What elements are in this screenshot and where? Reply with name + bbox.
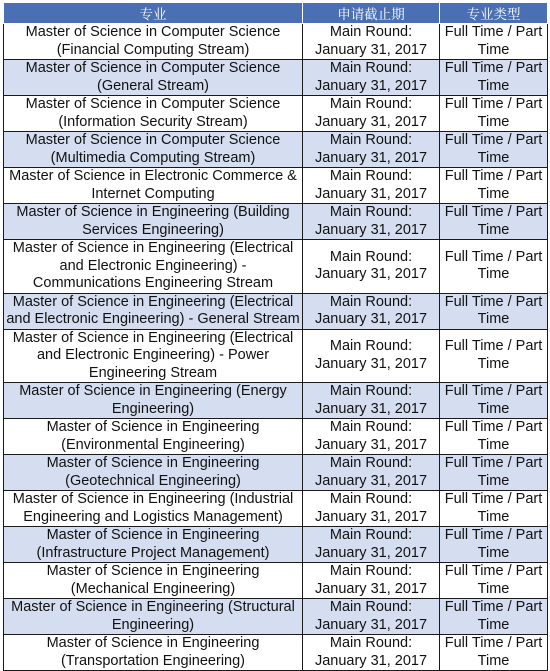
- deadline-cell: Main Round: January 31, 2017: [303, 563, 440, 599]
- table-row: [4, 168, 548, 204]
- program-cell: Master of Science in Engineering (Energy Engineering): [4, 383, 303, 419]
- table-row: [4, 204, 548, 240]
- type-cell: Full Time / Part Time: [440, 455, 548, 491]
- type-cell: Full Time / Part Time: [440, 329, 548, 383]
- type-cell: Full Time / Part Time: [440, 383, 548, 419]
- table-row: [4, 24, 548, 60]
- deadline-cell: Main Round: January 31, 2017: [303, 383, 440, 419]
- program-cell: Master of Science in Engineering (Geotechnical Engineering): [4, 455, 303, 491]
- table-row: [4, 96, 548, 132]
- table-row: [4, 527, 548, 563]
- deadline-cell: Main Round: January 31, 2017: [303, 419, 440, 455]
- table-row: [4, 383, 548, 419]
- deadline-cell: Main Round: January 31, 2017: [303, 168, 440, 204]
- program-cell: Master of Science in Engineering (Electrical and Electronic Engineering) - General Stream: [4, 293, 303, 329]
- table-body: [4, 24, 548, 671]
- table-header-row: [4, 3, 548, 24]
- program-cell: Master of Science in Engineering (Industrial Engineering and Logistics Management): [4, 491, 303, 527]
- program-cell: Master of Science in Computer Science (Financial Computing Stream): [4, 24, 303, 60]
- deadline-cell: Main Round: January 31, 2017: [303, 527, 440, 563]
- deadline-cell: Main Round: January 31, 2017: [303, 240, 440, 294]
- type-cell: Full Time / Part Time: [440, 96, 548, 132]
- table-row: [4, 491, 548, 527]
- deadline-cell: Main Round: January 31, 2017: [303, 293, 440, 329]
- header-program: 专业: [4, 3, 303, 24]
- program-cell: Master of Science in Engineering (Mechanical Engineering): [4, 563, 303, 599]
- program-cell: Master of Science in Engineering (Structural Engineering): [4, 599, 303, 635]
- deadline-cell: Main Round: January 31, 2017: [303, 96, 440, 132]
- table-row: [4, 599, 548, 635]
- program-cell: Master of Science in Electronic Commerce & Internet Computing: [4, 168, 303, 204]
- program-cell: Master of Science in Engineering (Electrical and Electronic Engineering) - Power Engineering Stream: [4, 329, 303, 383]
- deadline-cell: Main Round: January 31, 2017: [303, 599, 440, 635]
- program-table-container: [3, 2, 547, 671]
- table-row: [4, 132, 548, 168]
- table-row: [4, 60, 548, 96]
- type-cell: Full Time / Part Time: [440, 491, 548, 527]
- type-cell: Full Time / Part Time: [440, 563, 548, 599]
- program-cell: Master of Science in Engineering (Infrastructure Project Management): [4, 527, 303, 563]
- program-cell: Master of Science in Engineering (Electrical and Electronic Engineering) - Communications Engineering Stream: [4, 240, 303, 294]
- deadline-cell: Main Round: January 31, 2017: [303, 635, 440, 671]
- table-row: [4, 455, 548, 491]
- table-row: [4, 635, 548, 671]
- program-cell: Master of Science in Computer Science (Multimedia Computing Stream): [4, 132, 303, 168]
- deadline-cell: Main Round: January 31, 2017: [303, 24, 440, 60]
- program-cell: Master of Science in Engineering (Building Services Engineering): [4, 204, 303, 240]
- header-type: 专业类型: [440, 3, 548, 24]
- type-cell: Full Time / Part Time: [440, 599, 548, 635]
- table-row: [4, 419, 548, 455]
- type-cell: Full Time / Part Time: [440, 419, 548, 455]
- deadline-cell: Main Round: January 31, 2017: [303, 329, 440, 383]
- program-cell: Master of Science in Engineering (Environmental Engineering): [4, 419, 303, 455]
- table-row: [4, 329, 548, 383]
- type-cell: Full Time / Part Time: [440, 293, 548, 329]
- type-cell: Full Time / Part Time: [440, 60, 548, 96]
- deadline-cell: Main Round: January 31, 2017: [303, 491, 440, 527]
- deadline-cell: Main Round: January 31, 2017: [303, 60, 440, 96]
- deadline-cell: Main Round: January 31, 2017: [303, 132, 440, 168]
- type-cell: Full Time / Part Time: [440, 132, 548, 168]
- type-cell: Full Time / Part Time: [440, 240, 548, 294]
- type-cell: Full Time / Part Time: [440, 168, 548, 204]
- type-cell: Full Time / Part Time: [440, 204, 548, 240]
- deadline-cell: Main Round: January 31, 2017: [303, 204, 440, 240]
- program-table: [3, 2, 548, 671]
- table-row: [4, 563, 548, 599]
- table-row: [4, 293, 548, 329]
- program-cell: Master of Science in Computer Science (General Stream): [4, 60, 303, 96]
- type-cell: Full Time / Part Time: [440, 635, 548, 671]
- table-row: [4, 240, 548, 294]
- deadline-cell: Main Round: January 31, 2017: [303, 455, 440, 491]
- type-cell: Full Time / Part Time: [440, 24, 548, 60]
- program-cell: Master of Science in Engineering (Transportation Engineering): [4, 635, 303, 671]
- program-cell: Master of Science in Computer Science (Information Security Stream): [4, 96, 303, 132]
- type-cell: Full Time / Part Time: [440, 527, 548, 563]
- header-deadline: 申请截止期: [303, 3, 440, 24]
